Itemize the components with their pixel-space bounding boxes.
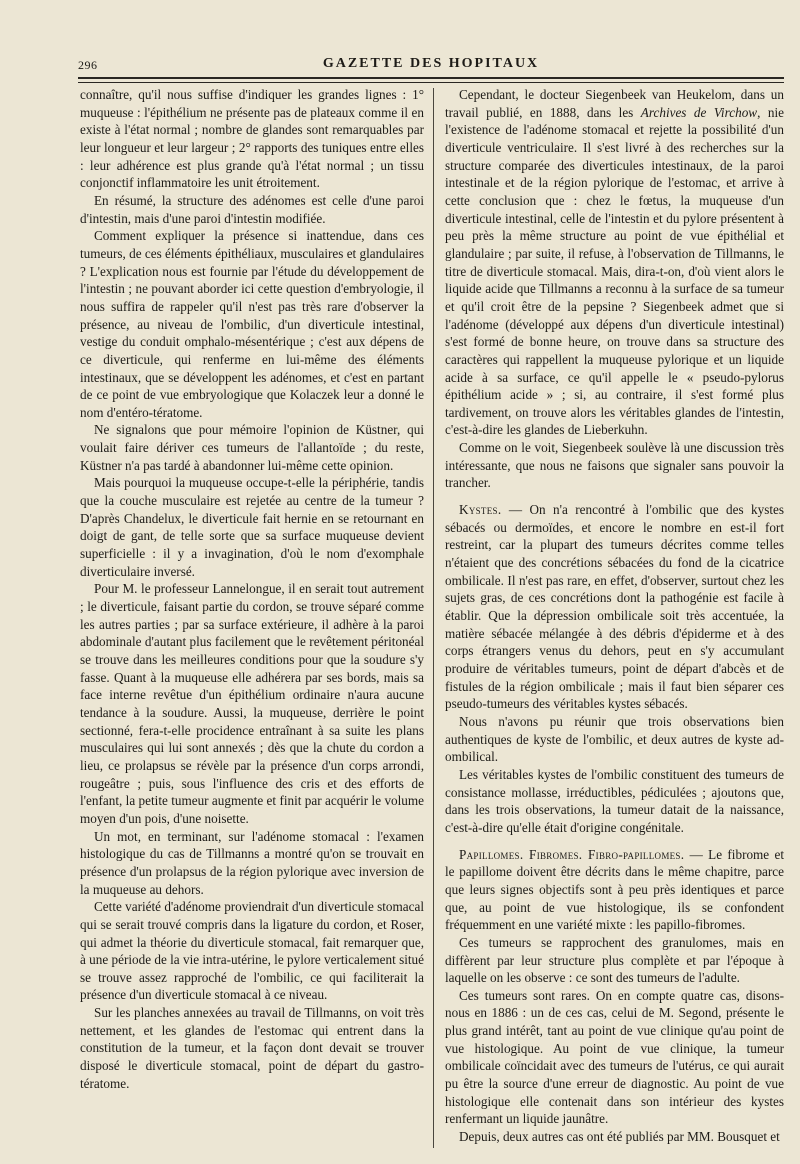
paragraph: Pour M. le professeur Lannelongue, il en serait tout autrement ; le diverticule, faisant partie du cordon, se trouve séparé comme les autres parties ; par sa surface extérieure, il adhère à la paroi abdominale d'autant plus facilement que le revêtement péritonéal se trouve dans les meilleures conditions pour que la soudure s'y fasse. Quant à la muqueuse elle adhérera par ses bords, mais sa face interne revêtue d'un épithélium ordinaire n'aura aucune tendance à la soudure. Aussi, la muqueuse, derrière le point sectionné, fera-t-elle procidence entraînant à sa suite les plans musculaires qui lui sont annexés ; dès que la chute du cordon a lieu, ce prolapsus se révèle par la présence d'un corps arrondi, rougeâtre ; puis, sous l'influence des cris et des efforts de l'enfant, la petite tumeur augmente et finit par acquérir le volume moyen d'un pois, d'une noisette. bbox=[80, 581, 424, 826]
paragraph: Ne signalons que pour mémoire l'opinion de Küstner, qui voulait faire dériver ces tumeurs de l'allantoïde ; du reste, Küstner n'a pas tardé à abandonner lui-même cette opinion. bbox=[80, 422, 424, 473]
paragraph bbox=[445, 846, 784, 934]
page-number: 296 bbox=[78, 58, 98, 72]
text-run: Cependant, le docteur Siegenbeek van Heukelom, dans un travail publié, en 1888, dans les bbox=[445, 87, 784, 120]
column-divider bbox=[433, 88, 434, 1148]
paragraph: Depuis, deux autres cas ont été publiés par MM. Bousquet et bbox=[459, 1129, 780, 1145]
paragraph: Ces tumeurs sont rares. On en compte quatre cas, disons-nous en 1886 : un de ces cas, celui de M. Segond, présente le plus grand intérêt, tant au point de vue clinique qu'au point de vue histologique. Au point de vue clinique, la tumeur ombilicale coïncidait avec des tumeurs de l'utérus, ce qui aurait pu être la source d'une erreur de diagnostic. Au point de vue histologique elle contenait dans son intérieur des kystes renfermant un liquide jaunâtre. bbox=[445, 987, 784, 1127]
left-column bbox=[80, 86, 424, 1092]
section-heading-papillomes: Papillomes. Fibromes. Fibro-papillomes. bbox=[459, 846, 685, 862]
text-run: , nie l'existence de l'adénome stomacal et rejette la possibilité d'un diverticule ventriculaire. Il s'est livré à des recherches sur la structure comparée des diverticules intestinaux, de la paroi intestinale et de la région pylorique de l'estomac, et arrive à cette conclusion que : chez le fœtus, la muqueuse d'un diverticule intestinal, celle de l'intestin et du pylore présentent à peu près la même structure au point de vue épithélial et glandulaire ; par suite, il refuse, à l'observation de Tillmanns, le titre de diverticule stomacal. Mais, dira-t-on, d'où vient alors le liquide acide que Tillmanns a reconnu à la surface de sa tumeur et qu'il croit être de la pepsine ? Siegenbeek admet que si l'adénome (développé aux dépens d'un diverticule intestinal) s'est formé de bonne heure, on trouve dans sa structure des caractères qui rappellent la muqueuse pylorique et un liquide acide à sa surface, ce qu'il appelle le « pseudo-pylorus épithélium acide » ; si, au contraire, il s'est formé plus tardivement, on trouve alors les véritables glandes de l'intestin, c'est-à-dire les glandes de Lieberkuhn. bbox=[445, 104, 784, 438]
journal-citation: Archives de Virchow bbox=[640, 104, 758, 120]
paragraph: Cette variété d'adénome proviendrait d'un diverticule stomacal qui se serait trouvé compris dans la ligature du cordon, et Roser, qui admet la théorie du diverticule stomacal, fait remarquer que, à une période de la vie intra-utérine, le pylore verticalement situé se trouve assez rapproché de l'ombilic, ce qui faciliterait la présence d'un diverticule stomacal à ce niveau. bbox=[80, 899, 424, 1003]
paragraph bbox=[445, 501, 784, 713]
paragraph: Comme on le voit, Siegenbeek soulève là une discussion très intéressante, que nous ne faisons que signaler sans pouvoir la trancher. bbox=[445, 440, 784, 491]
paragraph: Sur les planches annexées au travail de Tillmanns, on voit très nettement, et les glandes de l'estomac qui entrent dans la constitution de la tumeur, et la façon dont devait se trouver disposé le diverticule stomacal, point de départ du gastro-tératome. bbox=[80, 1005, 424, 1091]
right-column bbox=[445, 86, 784, 1146]
paragraph: Un mot, en terminant, sur l'adénome stomacal : l'examen histologique du cas de Tillmanns a montré qu'on se trouvait en présence d'un prolapsus de la région pylorique avec inversion de la muqueuse au dehors. bbox=[80, 828, 424, 897]
text-run: — Le fibrome et le papillome doivent être décrits dans le même chapitre, parce que leurs signes objectifs sont à peu près identiques et parce que, au point de vue histologique, ils se confondent fréquemment en une variété mixte : les papillo-fibromes. bbox=[445, 846, 785, 933]
paragraph bbox=[445, 86, 784, 439]
header-rule-thin bbox=[78, 82, 784, 83]
text-run: — On n'a rencontré à l'ombilic que des kystes sébacés ou dermoïdes, et encore le nombre en est-il fort restreint, car la plupart des tumeurs décrites comme telles n'étaient que des concrétions sébacées du fond de la cicatrice ombilicale. Il n'est pas rare, en effet, d'observer, surtout chez les sujets gras, de ces concrétions dont la pathogénie est facile à établir. Que la dépression ombilicale soit très accentuée, la matière sébacée mélangée à des débris d'épiderme et à des corps étrangers venus du dehors, peut en s'y accumulant produire de véritables tumeurs, point de départ d'abcès et de fistules de la région ombilicale ; mais il faut bien séparer ces pseudo-tumeurs des véritables kystes sébacés. bbox=[445, 502, 784, 712]
section-heading-kystes: Kystes. bbox=[459, 502, 502, 518]
paragraph: connaître, qu'il nous suffise d'indiquer les grandes lignes : 1° muqueuse : l'épithélium ne présente pas de plateaux comme il en existe à l'état normal ; nombre de glandes sont remarquables par leur longueur et leur largeur ; 2° rapports des tuniques entre elles : leur adhérence est plus grande qu'à l'état normal ; un tissu conjonctif inflammatoire les unit étroitement. bbox=[80, 87, 424, 191]
paragraph: Ces tumeurs se rapprochent des granulomes, mais en diffèrent par leur structure plus complète et par l'époque à laquelle on les observe : ce sont des tumeurs de l'adulte. bbox=[445, 934, 784, 986]
paragraph: Les véritables kystes de l'ombilic constituent des tumeurs de consistance mollasse, irréductibles, pédiculées ; ajoutons que, dans les trois observations, la tumeur datait de la naissance, c'est-à-dire qu'elle était d'origine congénitale. bbox=[445, 766, 784, 835]
page-header bbox=[78, 56, 784, 76]
paragraph: Nous n'avons pu réunir que trois observations bien authentiques de kyste de l'ombilic, et deux autres de kyste ad-ombilical. bbox=[445, 713, 784, 765]
header-rule-thick bbox=[78, 77, 784, 79]
paragraph: En résumé, la structure des adénomes est celle d'une paroi d'intestin, mais d'une paroi d'intestin modifiée. bbox=[80, 192, 424, 226]
paragraph: Comment expliquer la présence si inattendue, dans ces tumeurs, de ces éléments épithéliaux, musculaires et glandulaires ? L'explication nous est fournie par l'étude du développement de l'intestin ; ne pouvant aborder ici cette question d'embryologie, il nous suffira de rappeler qu'il n'est pas très rare d'observer la présence, au niveau de l'ombilic, d'un diverticule intestinal, vestige du conduit omphalo-mésentérique ; c'est aux dépens de ce diverticule, qui renferme en lui-même des éléments intestinaux, que se développent les adénomes, et c'est en partant de ce point de vue embryologique que Kolaczek leur a donné le nom d'entéro-tératome. bbox=[80, 228, 424, 420]
journal-title: GAZETTE DES HOPITAUX bbox=[322, 56, 540, 71]
paragraph: Mais pourquoi la muqueuse occupe-t-elle la périphérie, tandis que la couche musculaire est rejetée au centre de la tumeur ? D'après Chandelux, le diverticule fait hernie en se retournant en doigt de gant, de telle sorte que sa surface muqueuse devient superficielle : il y a invagination, d'où le nom d'exomphale diverticulaire inversé. bbox=[80, 475, 424, 579]
